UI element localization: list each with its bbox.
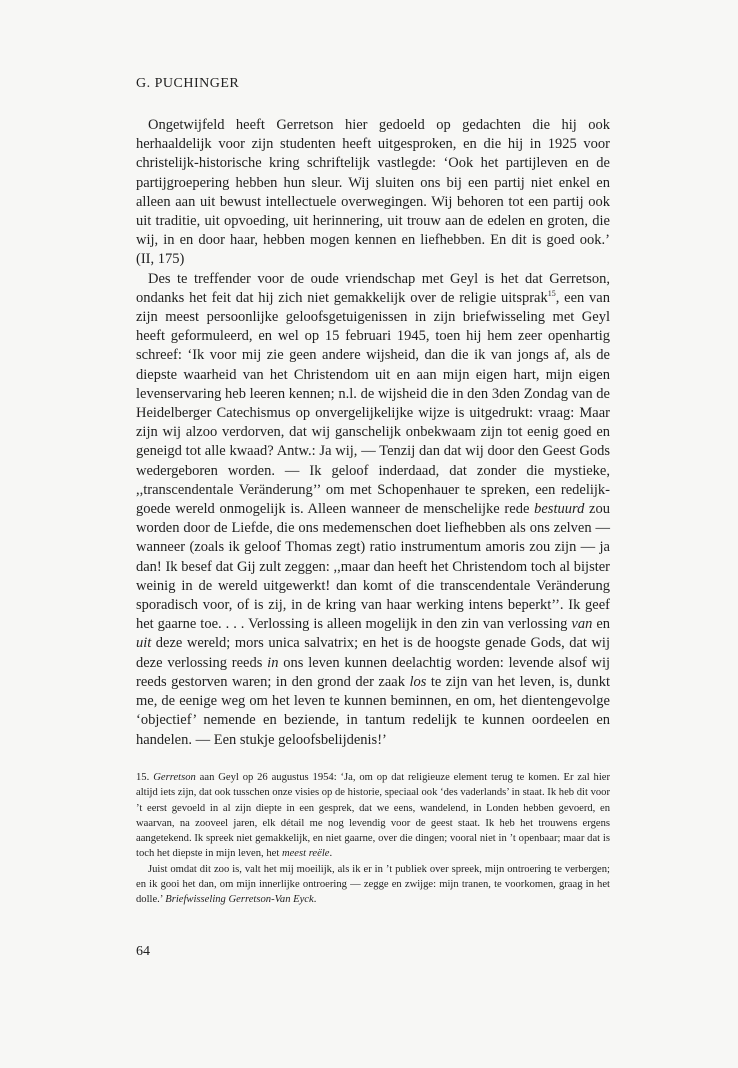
italic-text: los: [409, 673, 427, 690]
paragraph: [136, 116, 610, 270]
body-text: [136, 116, 610, 750]
paragraph: [136, 270, 610, 750]
text-run: Juist omdat dit zoo is, valt het mij moeilijk, als ik er in ’t publiek over spreek, mijn ontroering te verbergen; en ik gooi het dan, om mijn innerlijke ontroering — zegge en zwijge: mijn tranen, te voorkomen, graag in het dolle.’: [136, 863, 610, 906]
text-run: te zijn van het leven, is, dunkt me, de eenige weg om het leven te kunnen beminnen, en om, het dientengevolge ‘objectief’ nemende en beziende, in tantum redelijk te kunnen oordeelen en handelen. — Een stukje geloofsbelijdenis!’: [136, 673, 611, 748]
italic-text: meest reële: [281, 848, 330, 860]
text-run: aan Geyl op 26 augustus 1954: ‘Ja, om op dat religieuze element terug te komen. Er zal hier altijd iets zijn, dat ook tusschen onze visies op de historie, speciaal ook ‘des vaderlands’ in staat. Ik heb dit voor ’t eerst gevoeld in al zijn diepte in een gesprek, dat we eens, wandelend, in Londen hebben gevoerd, en waarvan, na zooveel jaren, elk détail me nog levendig voor de geest staat. Ik heb het trouwens ergens aangetekend. Ik spreek niet gemakkelijk, en niet gaarne, over die dingen; vooral niet in ’t openbaar; maar dat is toch het diepste in mijn leven, het: [136, 772, 610, 860]
italic-text: in: [267, 654, 279, 671]
footnote-number: 15.: [136, 772, 150, 783]
footnote-ref: 15: [547, 289, 556, 298]
text-run: , een van zijn meest persoonlijke geloofsgetuigenissen in zijn briefwisseling met Geyl heeft geformuleerd, en wel op 15 februari 1945, toen hij hem zeer openhartig schreef: ‘Ik voor mij zie geen andere wijsheid, dan die ik van jongs af, als de diepste waarheid van het Christendom uit en aan mijn eigen hart, mijn eigen levenservaring heb leeren kennen; n.l. de wijsheid die in den 3den Zondag van de Heidelberger Catechismus op onvergelijkelijke wijze is uitgedrukt: vraag: Maar zijn wij alzoo verdorven, dat wij ganschelijk onbekwaam zijn tot eenig goed en geneigd tot alle kwaad? Antw.: Ja wij, — Tenzij dan dat wij door den Geest Gods wedergeboren worden. — Ik geloof inderdaad, dat zonder die mystieke, ,,transcendentale Veränderung’’ om met Schopenhauer te spreken, een redelijk-goede wereld onmogelijk is. Alleen wanneer de menschelijke rede: [136, 289, 610, 518]
text-run: Ongetwijfeld heeft Gerretson hier gedoeld op gedachten die hij ook herhaaldelijk voor zijn studenten heeft uitgesproken, en die hij in 1925 voor christelijk-historische kring schriftelijk vastlegde: ‘Ook het partijleven en de partijgroepering hebben hun sleur. Wij sluiten ons bij een partij niet enkel en alleen aan uit bewust intellectuele overwegingen. Wij behoren tot een partij ook uit traditie, uit opvoeding, uit herinnering, uit trouw aan de edelen en groten, die wij, in en door haar, hebben mogen kennen en liefhebben. En dit is goed ook.’ (II, 175): [136, 117, 610, 268]
text-run: en: [592, 616, 611, 633]
text-run: zou worden door de Liefde, die ons medemenschen doet liefhebben als ons zelven — wanneer (zoals ik geloof Thomas zegt) ratio instrumentum amoris zou zijn — ja dan! Ik besef dat Gij zult zeggen: ,,maar dan heeft het Christendom toch al bijster weinig in de wereld uitgewerkt! dan komt of die transcendentale Veränderung sporadisch voor, of is zij, in de kring van haar werking intens beperkt’’. Ik geef het gaarne toe. . . . Verlossing is alleen mogelijk in den zin van verlossing: [136, 501, 610, 633]
italic-text: uit: [136, 635, 152, 652]
text-run: .: [313, 894, 317, 906]
italic-text: van: [571, 616, 593, 633]
page-number: 64: [136, 944, 150, 959]
text-run: ons leven kunnen deelachtig worden: levende alsof wij reeds gestorven waren; in den grond der zaak: [136, 654, 610, 690]
italic-text: Briefwisseling Gerretson-Van Eyck: [165, 894, 314, 906]
footnote: [136, 770, 610, 862]
footnote-continuation: [136, 862, 610, 908]
footnote-block: [136, 770, 610, 908]
italic-text: bestuurd: [534, 501, 585, 518]
text-run: Des te treffender voor de oude vriendschap met Geyl is het dat Gerretson, ondanks het feit dat hij zich niet gemakkelijk over de religie uitsprak: [136, 270, 610, 306]
text-run: .: [329, 848, 333, 860]
running-header: G. PUCHINGER: [136, 76, 240, 91]
text-run: deze wereld; mors unica salvatrix; en het is de hoogste genade Gods, dat wij deze verlossing reeds: [136, 635, 610, 671]
italic-text: Gerretson: [153, 772, 196, 783]
